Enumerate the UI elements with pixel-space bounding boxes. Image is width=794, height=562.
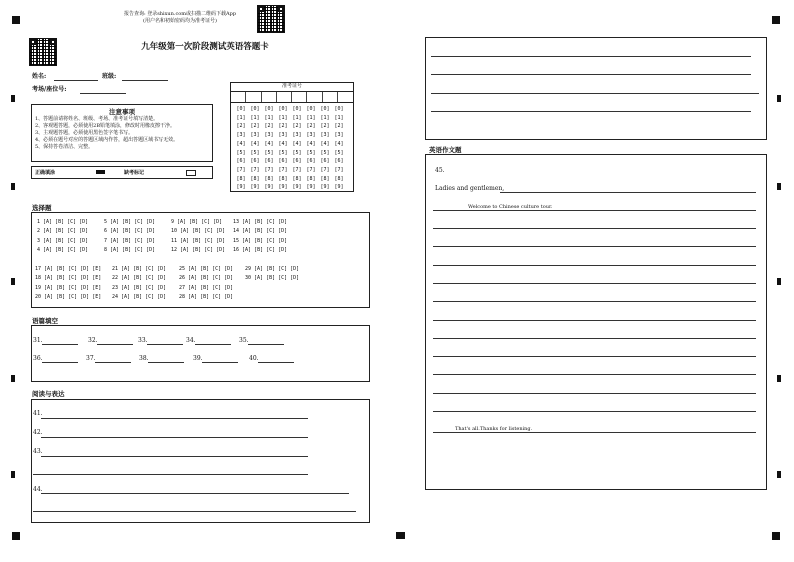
fill-legend-box: [31, 166, 213, 179]
exam-id-bubble[interactable]: [8]: [250, 175, 260, 182]
continuation-line[interactable]: [431, 56, 751, 57]
registration-mark: [772, 532, 780, 540]
exam-id-bubble[interactable]: [0]: [250, 106, 260, 112]
exam-id-bubble[interactable]: [4]: [250, 140, 260, 147]
cloze-answer-line[interactable]: [148, 362, 184, 363]
exam-id-bubble[interactable]: [9]: [250, 184, 260, 191]
note-item: 1、答题前请将姓名、班级、考场、准考证号填写清楚。: [35, 116, 159, 122]
cloze-answer-line[interactable]: [195, 344, 231, 345]
report-notice-line2: (用户名和初始密码均为准考证号): [143, 18, 217, 24]
exam-id-bubble[interactable]: [3]: [320, 132, 330, 139]
note-item: 2、客观题答题，必须使用2B铅笔填涂，修改时用橡皮擦干净。: [35, 123, 176, 129]
choice-question[interactable]: 25 [A] [B] [C] [D]: [179, 266, 234, 272]
choice-question[interactable]: 21 [A] [B] [C] [D]: [112, 266, 167, 272]
exam-id-bubble[interactable]: [0]: [334, 106, 344, 112]
writing-line[interactable]: [433, 210, 756, 211]
q41-answer-line[interactable]: [41, 418, 308, 419]
choice-question[interactable]: 10 [A] [B] [C] [D]: [171, 228, 226, 235]
exam-id-bubble[interactable]: [1]: [278, 114, 288, 121]
exam-id-bubble[interactable]: [8]: [320, 175, 330, 182]
exam-id-bubble[interactable]: [2]: [278, 123, 288, 130]
page-title: 九年级第一次阶段测试英语答题卡: [141, 42, 269, 52]
room-seat-field[interactable]: [80, 93, 126, 94]
exam-id-bubble[interactable]: [3]: [264, 132, 274, 139]
choice-question[interactable]: 28 [A] [B] [C] [D]: [179, 293, 234, 300]
exam-id-bubble[interactable]: [7]: [250, 166, 260, 173]
exam-id-digit-cell[interactable]: [307, 92, 322, 102]
timing-mark: [777, 375, 781, 382]
timing-mark: [777, 95, 781, 102]
exam-id-bubble[interactable]: [0]: [236, 106, 246, 112]
q45-label: 45.: [435, 167, 445, 174]
exam-id-digit-cell[interactable]: [277, 92, 292, 102]
cloze-number: 39.: [193, 355, 203, 362]
exam-id-bubble[interactable]: [7]: [320, 166, 330, 173]
student-qr-code: [29, 38, 57, 66]
cloze-number: 40.: [249, 355, 259, 362]
exam-id-bubble[interactable]: [4]: [334, 140, 344, 147]
cloze-section-title: 语篇填空: [32, 317, 58, 325]
choice-question[interactable]: 16 [A] [B] [C] [D]: [233, 246, 288, 253]
exam-id-bubble[interactable]: [6]: [264, 158, 274, 165]
q42-answer-line[interactable]: [41, 437, 308, 438]
exam-id-bubble[interactable]: [2]: [250, 123, 260, 130]
choice-question[interactable]: 15 [A] [B] [C] [D]: [233, 237, 288, 244]
choice-question[interactable]: 8 [A] [B] [C] [D]: [104, 246, 156, 253]
exam-id-bubble[interactable]: [2]: [264, 123, 274, 130]
exam-id-entry-row: [231, 92, 353, 103]
exam-id-bubble[interactable]: [6]: [236, 158, 246, 165]
exam-id-bubble[interactable]: [6]: [250, 158, 260, 165]
exam-id-bubble[interactable]: [9]: [306, 184, 316, 191]
exam-id-digit-cell[interactable]: [231, 92, 246, 102]
cloze-number: 33.: [138, 337, 148, 344]
exam-id-bubble[interactable]: [5]: [292, 149, 302, 156]
exam-id-bubble[interactable]: [0]: [264, 106, 274, 112]
exam-id-bubble[interactable]: [9]: [320, 184, 330, 191]
exam-id-bubble[interactable]: [9]: [278, 184, 288, 191]
cloze-answer-line[interactable]: [248, 344, 284, 345]
continuation-line[interactable]: [431, 111, 751, 112]
writing-line[interactable]: [433, 228, 756, 229]
room-seat-label: 考场/座位号:: [32, 86, 67, 93]
registration-mark: [772, 16, 780, 24]
writing-welcome: Welcome to Chinese culture tour.: [468, 204, 553, 210]
choice-question[interactable]: 27 [A] [B] [C] [D]: [179, 284, 234, 291]
cloze-number: 38.: [139, 355, 149, 362]
cloze-answer-line[interactable]: [42, 362, 78, 363]
cloze-answer-line[interactable]: [97, 344, 133, 345]
exam-id-bubble[interactable]: [3]: [250, 132, 260, 139]
writing-line[interactable]: [433, 265, 756, 266]
exam-id-bubble[interactable]: [4]: [264, 140, 274, 147]
choice-question[interactable]: 17 [A] [B] [C] [D] [E]: [35, 266, 102, 272]
exam-id-bubble[interactable]: [0]: [306, 106, 316, 112]
exam-id-bubble[interactable]: [5]: [320, 149, 330, 156]
choice-question[interactable]: 2 [A] [B] [C] [D]: [37, 228, 89, 235]
exam-id-bubble[interactable]: [1]: [236, 114, 246, 121]
exam-id-bubble[interactable]: [1]: [250, 114, 260, 121]
exam-id-bubble[interactable]: [4]: [278, 140, 288, 147]
writing-opening: Ladies and gentlemen,: [435, 185, 505, 192]
exam-id-bubble[interactable]: [7]: [292, 166, 302, 173]
choice-question[interactable]: 23 [A] [B] [C] [D]: [112, 284, 167, 291]
choice-question[interactable]: 19 [A] [B] [C] [D] [E]: [35, 284, 102, 291]
exam-id-bubble[interactable]: [0]: [292, 106, 302, 112]
q43-label: 43.: [33, 448, 43, 455]
correct-fill-label: 正确填涂: [35, 170, 56, 176]
exam-id-bubble[interactable]: [4]: [306, 140, 316, 147]
note-item: 4、必须在题号对应的答题区域内作答，超出答题区域书写无效。: [35, 137, 179, 143]
exam-id-bubble[interactable]: [2]: [320, 123, 330, 130]
exam-id-bubble[interactable]: [1]: [334, 114, 344, 121]
exam-id-bubble[interactable]: [7]: [334, 166, 344, 173]
exam-id-bubble[interactable]: [8]: [292, 175, 302, 182]
choice-question[interactable]: 24 [A] [B] [C] [D]: [112, 293, 167, 300]
exam-id-bubble[interactable]: [6]: [306, 158, 316, 165]
exam-id-bubble[interactable]: [6]: [292, 158, 302, 165]
note-item: 5、保持答卷清洁、完整。: [35, 144, 94, 150]
choice-question[interactable]: 5 [A] [B] [C] [D]: [104, 219, 156, 225]
exam-id-bubble[interactable]: [0]: [278, 106, 288, 112]
cloze-answer-line[interactable]: [202, 362, 238, 363]
writing-line[interactable]: [433, 411, 756, 412]
writing-line[interactable]: [433, 338, 756, 339]
exam-id-bubble[interactable]: [5]: [334, 149, 344, 156]
notes-title: 注意事项: [109, 108, 135, 116]
writing-line[interactable]: [433, 393, 756, 394]
cloze-number: 31.: [33, 337, 43, 344]
exam-id-digit-cell[interactable]: [323, 92, 338, 102]
exam-id-bubble[interactable]: [1]: [320, 114, 330, 121]
exam-id-bubble[interactable]: [8]: [278, 175, 288, 182]
cloze-number: 34.: [186, 337, 196, 344]
choice-section-title: 选择题: [32, 204, 52, 212]
exam-id-bubble[interactable]: [9]: [236, 184, 246, 191]
writing-line[interactable]: [433, 432, 756, 433]
choice-question[interactable]: 14 [A] [B] [C] [D]: [233, 228, 288, 235]
exam-id-bubble[interactable]: [6]: [320, 158, 330, 165]
writing-line[interactable]: [500, 192, 756, 193]
notes-box: [31, 104, 213, 162]
exam-id-bubble[interactable]: [8]: [236, 175, 246, 182]
exam-id-bubble[interactable]: [5]: [278, 149, 288, 156]
choice-question[interactable]: 1 [A] [B] [C] [D]: [37, 219, 89, 225]
app-qr-code[interactable]: [257, 5, 285, 33]
timing-mark: [11, 375, 15, 382]
timing-mark: [11, 278, 15, 285]
writing-line[interactable]: [433, 320, 756, 321]
choice-question[interactable]: 20 [A] [B] [C] [D] [E]: [35, 293, 102, 300]
writing-line[interactable]: [433, 356, 756, 357]
choice-question[interactable]: 4 [A] [B] [C] [D]: [37, 246, 89, 253]
writing-line[interactable]: [433, 301, 756, 302]
exam-id-bubble[interactable]: [9]: [334, 184, 344, 191]
exam-id-digit-cell[interactable]: [338, 92, 353, 102]
exam-id-box: [230, 82, 354, 192]
exam-id-bubble[interactable]: [9]: [292, 184, 302, 191]
exam-id-bubble[interactable]: [5]: [306, 149, 316, 156]
cloze-number: 37.: [86, 355, 96, 362]
choice-question[interactable]: 30 [A] [B] [C] [D]: [245, 275, 300, 282]
class-label: 班级:: [102, 73, 117, 80]
exam-id-bubble[interactable]: [4]: [236, 140, 246, 147]
continuation-box: [425, 37, 767, 140]
exam-id-bubble[interactable]: [8]: [334, 175, 344, 182]
q44-label: 44.: [33, 486, 43, 493]
cloze-answer-line[interactable]: [95, 362, 131, 363]
choice-question[interactable]: 7 [A] [B] [C] [D]: [104, 237, 156, 244]
cloze-answer-line[interactable]: [42, 344, 78, 345]
choice-question[interactable]: 18 [A] [B] [C] [D] [E]: [35, 275, 102, 282]
writing-line[interactable]: [433, 374, 756, 375]
cloze-number: 32.: [88, 337, 98, 344]
absent-mark-checkbox[interactable]: [186, 170, 196, 176]
cloze-answer-line[interactable]: [147, 344, 183, 345]
exam-id-bubble[interactable]: [3]: [292, 132, 302, 139]
notes-list: [32, 116, 212, 151]
choice-question[interactable]: 6 [A] [B] [C] [D]: [104, 228, 156, 235]
choice-question[interactable]: 29 [A] [B] [C] [D]: [245, 266, 300, 272]
timing-mark: [396, 532, 405, 539]
exam-id-bubble[interactable]: [4]: [292, 140, 302, 147]
class-field[interactable]: [122, 80, 168, 81]
exam-id-digit-cell[interactable]: [292, 92, 307, 102]
exam-id-bubble[interactable]: [7]: [306, 166, 316, 173]
exam-id-bubble-grid[interactable]: [231, 103, 353, 192]
exam-id-bubble[interactable]: [8]: [264, 175, 274, 182]
exam-id-bubble[interactable]: [9]: [264, 184, 274, 191]
choice-question[interactable]: 13 [A] [B] [C] [D]: [233, 219, 288, 225]
reading-section-title: 阅读与表达: [32, 390, 65, 398]
exam-id-bubble[interactable]: [8]: [306, 175, 316, 182]
choice-question[interactable]: 3 [A] [B] [C] [D]: [37, 237, 89, 244]
exam-id-bubble[interactable]: [2]: [306, 123, 316, 130]
registration-mark: [12, 532, 20, 540]
name-field[interactable]: [54, 80, 98, 81]
exam-id-bubble[interactable]: [1]: [306, 114, 316, 121]
report-notice-line1: 报告查询: 登录shixun.com或扫描二维码下载App: [123, 11, 237, 17]
exam-id-bubble[interactable]: [5]: [236, 149, 246, 156]
timing-mark: [11, 471, 15, 478]
exam-id-bubble[interactable]: [2]: [334, 123, 344, 130]
choice-question[interactable]: 22 [A] [B] [C] [D]: [112, 275, 167, 282]
writing-line[interactable]: [433, 283, 756, 284]
absent-mark-label: 缺考标记: [124, 170, 145, 176]
exam-id-title: 准考证号: [231, 83, 353, 92]
exam-id-bubble[interactable]: [5]: [250, 149, 260, 156]
exam-id-bubble[interactable]: [1]: [292, 114, 302, 121]
continuation-line[interactable]: [431, 93, 759, 94]
cloze-box: [31, 325, 370, 382]
report-notice: [110, 11, 250, 25]
exam-id-bubble[interactable]: [3]: [306, 132, 316, 139]
timing-mark: [777, 278, 781, 285]
q41-label: 41.: [33, 410, 43, 417]
q43-answer-line[interactable]: [41, 456, 308, 457]
exam-id-bubble[interactable]: [3]: [278, 132, 288, 139]
timing-mark: [777, 183, 781, 190]
exam-id-bubble[interactable]: [7]: [236, 166, 246, 173]
registration-mark: [12, 16, 20, 24]
exam-id-bubble[interactable]: [2]: [236, 123, 246, 130]
note-item: 3、主观题答题，必须使用黑色签字笔书写。: [35, 130, 134, 136]
exam-id-bubble[interactable]: [3]: [334, 132, 344, 139]
q42-label: 42.: [33, 429, 43, 436]
correct-fill-sample: [96, 170, 105, 174]
exam-id-bubble[interactable]: [6]: [278, 158, 288, 165]
writing-closing: That's all.Thanks for listening.: [455, 426, 533, 432]
exam-id-bubble[interactable]: [7]: [278, 166, 288, 173]
exam-id-bubble[interactable]: [5]: [264, 149, 274, 156]
exam-id-digit-cell[interactable]: [246, 92, 261, 102]
exam-id-bubble[interactable]: [3]: [236, 132, 246, 139]
cloze-number: 36.: [33, 355, 43, 362]
cloze-answer-line[interactable]: [258, 362, 294, 363]
q43-answer-line-2[interactable]: [33, 474, 308, 475]
cloze-number: 35.: [239, 337, 249, 344]
writing-section-title: 英语作文题: [429, 146, 462, 154]
timing-mark: [11, 183, 15, 190]
exam-id-bubble[interactable]: [4]: [320, 140, 330, 147]
writing-line[interactable]: [433, 246, 756, 247]
name-label: 姓名:: [32, 73, 47, 80]
continuation-line[interactable]: [431, 74, 751, 75]
timing-mark: [11, 95, 15, 102]
exam-id-bubble[interactable]: [0]: [320, 106, 330, 112]
timing-mark: [777, 471, 781, 478]
q44-answer-line-2[interactable]: [33, 511, 356, 512]
exam-id-digit-cell[interactable]: [262, 92, 277, 102]
choice-question[interactable]: 11 [A] [B] [C] [D]: [171, 237, 226, 244]
q44-answer-line[interactable]: [41, 493, 349, 494]
exam-id-bubble[interactable]: [7]: [264, 166, 274, 173]
exam-id-bubble[interactable]: [2]: [292, 123, 302, 130]
exam-id-bubble[interactable]: [6]: [334, 158, 344, 165]
exam-id-bubble[interactable]: [1]: [264, 114, 274, 121]
choice-question[interactable]: 12 [A] [B] [C] [D]: [171, 246, 226, 253]
choice-question[interactable]: 26 [A] [B] [C] [D]: [179, 275, 234, 282]
choice-question[interactable]: 9 [A] [B] [C] [D]: [171, 219, 223, 225]
